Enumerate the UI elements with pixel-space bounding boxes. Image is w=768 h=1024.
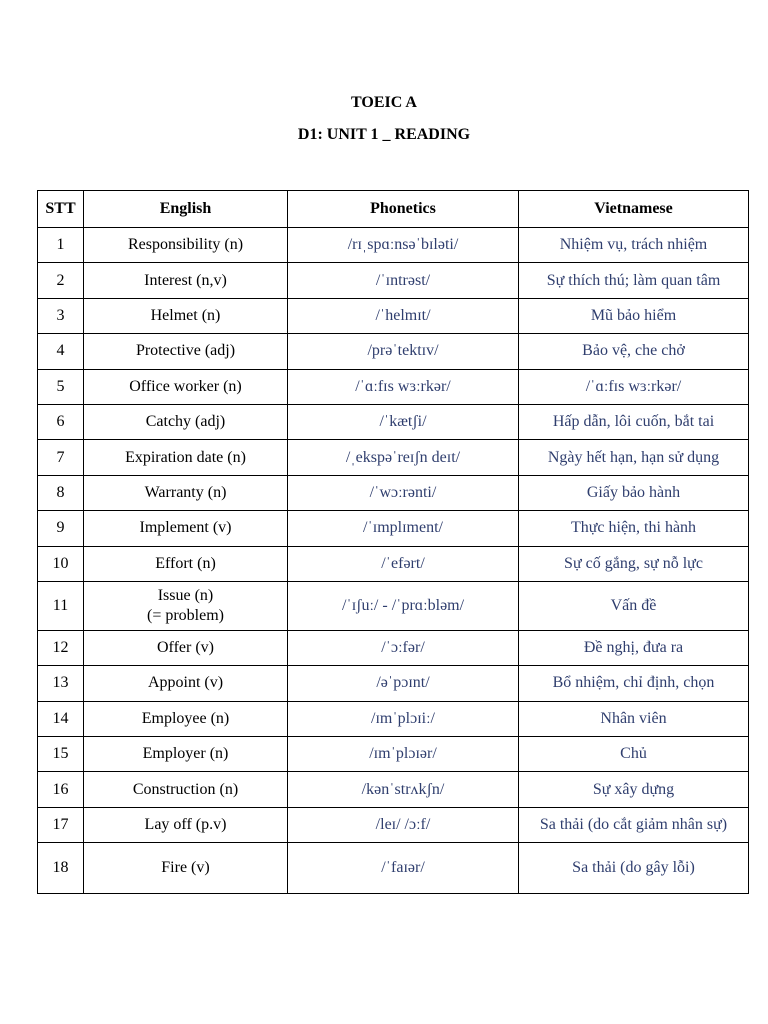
table-row	[38, 334, 749, 369]
table-row	[38, 298, 749, 333]
cell-stt: 12	[38, 630, 84, 665]
cell-phonetics: /ˈefərt/	[288, 546, 519, 581]
cell-phonetics: /əˈpɔɪnt/	[288, 666, 519, 701]
cell-stt: 10	[38, 546, 84, 581]
cell-vietnamese: Sa thải (do cắt giảm nhân sự)	[519, 807, 749, 842]
cell-vietnamese: Bảo vệ, che chở	[519, 334, 749, 369]
vocabulary-table	[37, 190, 749, 894]
cell-english: Protective (adj)	[84, 334, 288, 369]
cell-vietnamese: Sa thải (do gây lỗi)	[519, 843, 749, 894]
table-row	[38, 475, 749, 510]
cell-stt: 1	[38, 228, 84, 263]
cell-stt: 2	[38, 263, 84, 298]
cell-vietnamese: Chủ	[519, 737, 749, 772]
cell-vietnamese: Đề nghị, đưa ra	[519, 630, 749, 665]
cell-phonetics: /leɪ/ /ɔːf/	[288, 807, 519, 842]
cell-english: Expiration date (n)	[84, 440, 288, 475]
cell-stt: 18	[38, 843, 84, 894]
cell-phonetics: /kənˈstrʌkʃn/	[288, 772, 519, 807]
table-row	[38, 772, 749, 807]
cell-stt: 9	[38, 511, 84, 546]
table-row	[38, 546, 749, 581]
cell-phonetics: /ˈhelmɪt/	[288, 298, 519, 333]
cell-stt: 3	[38, 298, 84, 333]
table-row	[38, 666, 749, 701]
table-row	[38, 228, 749, 263]
cell-phonetics: /prəˈtektɪv/	[288, 334, 519, 369]
cell-english: Lay off (p.v)	[84, 807, 288, 842]
cell-english: Warranty (n)	[84, 475, 288, 510]
cell-english-term: Issue (n)	[157, 586, 214, 604]
cell-stt: 4	[38, 334, 84, 369]
cell-vietnamese: Hấp dẫn, lôi cuốn, bắt tai	[519, 404, 749, 439]
table-row	[38, 369, 749, 404]
cell-stt: 5	[38, 369, 84, 404]
cell-stt: 15	[38, 737, 84, 772]
cell-english	[84, 581, 288, 630]
cell-vietnamese: Sự cố gắng, sự nỗ lực	[519, 546, 749, 581]
column-header-vietnamese: Vietnamese	[519, 191, 749, 228]
cell-stt: 14	[38, 701, 84, 736]
column-header-english: English	[84, 191, 288, 228]
document-subtitle: D1: UNIT 1 _ READING	[297, 126, 471, 143]
table-row	[38, 843, 749, 894]
cell-english: Offer (v)	[84, 630, 288, 665]
column-header-phonetics: Phonetics	[288, 191, 519, 228]
table-row	[38, 737, 749, 772]
cell-stt: 6	[38, 404, 84, 439]
cell-vietnamese: Mũ bảo hiểm	[519, 298, 749, 333]
cell-vietnamese: Sự xây dựng	[519, 772, 749, 807]
cell-vietnamese: Thực hiện, thi hành	[519, 511, 749, 546]
cell-vietnamese: Giấy bảo hành	[519, 475, 749, 510]
cell-vietnamese: Bổ nhiệm, chỉ định, chọn	[519, 666, 749, 701]
table-row	[38, 581, 749, 630]
cell-phonetics: /rɪˌspɑːnsəˈbɪləti/	[288, 228, 519, 263]
table-body	[38, 228, 749, 894]
cell-english: Interest (n,v)	[84, 263, 288, 298]
cell-phonetics: /ˈfaɪər/	[288, 843, 519, 894]
cell-vietnamese: Ngày hết hạn, hạn sử dụng	[519, 440, 749, 475]
cell-stt: 16	[38, 772, 84, 807]
cell-phonetics: /ɪmˈplɔɪər/	[288, 737, 519, 772]
table-row	[38, 511, 749, 546]
cell-phonetics: /ɪmˈplɔɪiː/	[288, 701, 519, 736]
cell-phonetics: /ˌekspəˈreɪʃn deɪt/	[288, 440, 519, 475]
table-row	[38, 440, 749, 475]
cell-english: Implement (v)	[84, 511, 288, 546]
cell-vietnamese: Nhân viên	[519, 701, 749, 736]
cell-english: Catchy (adj)	[84, 404, 288, 439]
table-header-row	[38, 191, 749, 228]
cell-vietnamese: Nhiệm vụ, trách nhiệm	[519, 228, 749, 263]
cell-stt: 11	[38, 581, 84, 630]
document-title: TOEIC A	[351, 94, 417, 111]
cell-english-note: (= problem)	[147, 606, 224, 624]
cell-phonetics: /ˈɪʃuː/ - /ˈprɑːbləm/	[288, 581, 519, 630]
cell-english: Employer (n)	[84, 737, 288, 772]
table-row	[38, 263, 749, 298]
cell-english: Responsibility (n)	[84, 228, 288, 263]
cell-phonetics: /ˈɑːfɪs wɜːrkər/	[288, 369, 519, 404]
cell-phonetics: /ˈɪmplɪment/	[288, 511, 519, 546]
cell-vietnamese: Vấn đề	[519, 581, 749, 630]
table-row	[38, 807, 749, 842]
cell-vietnamese: /ˈɑːfɪs wɜːrkər/	[519, 369, 749, 404]
column-header-stt: STT	[38, 191, 84, 228]
cell-phonetics: /ˈɔːfər/	[288, 630, 519, 665]
cell-phonetics: /ˈɪntrəst/	[288, 263, 519, 298]
cell-stt: 7	[38, 440, 84, 475]
cell-english: Office worker (n)	[84, 369, 288, 404]
table-row	[38, 701, 749, 736]
cell-vietnamese: Sự thích thú; làm quan tâm	[519, 263, 749, 298]
table-row	[38, 404, 749, 439]
cell-english: Appoint (v)	[84, 666, 288, 701]
cell-english: Effort (n)	[84, 546, 288, 581]
table-row	[38, 630, 749, 665]
cell-english: Employee (n)	[84, 701, 288, 736]
cell-phonetics: /ˈkætʃi/	[288, 404, 519, 439]
cell-english: Helmet (n)	[84, 298, 288, 333]
cell-english: Construction (n)	[84, 772, 288, 807]
cell-stt: 17	[38, 807, 84, 842]
cell-english: Fire (v)	[84, 843, 288, 894]
cell-stt: 13	[38, 666, 84, 701]
cell-stt: 8	[38, 475, 84, 510]
cell-phonetics: /ˈwɔːrənti/	[288, 475, 519, 510]
